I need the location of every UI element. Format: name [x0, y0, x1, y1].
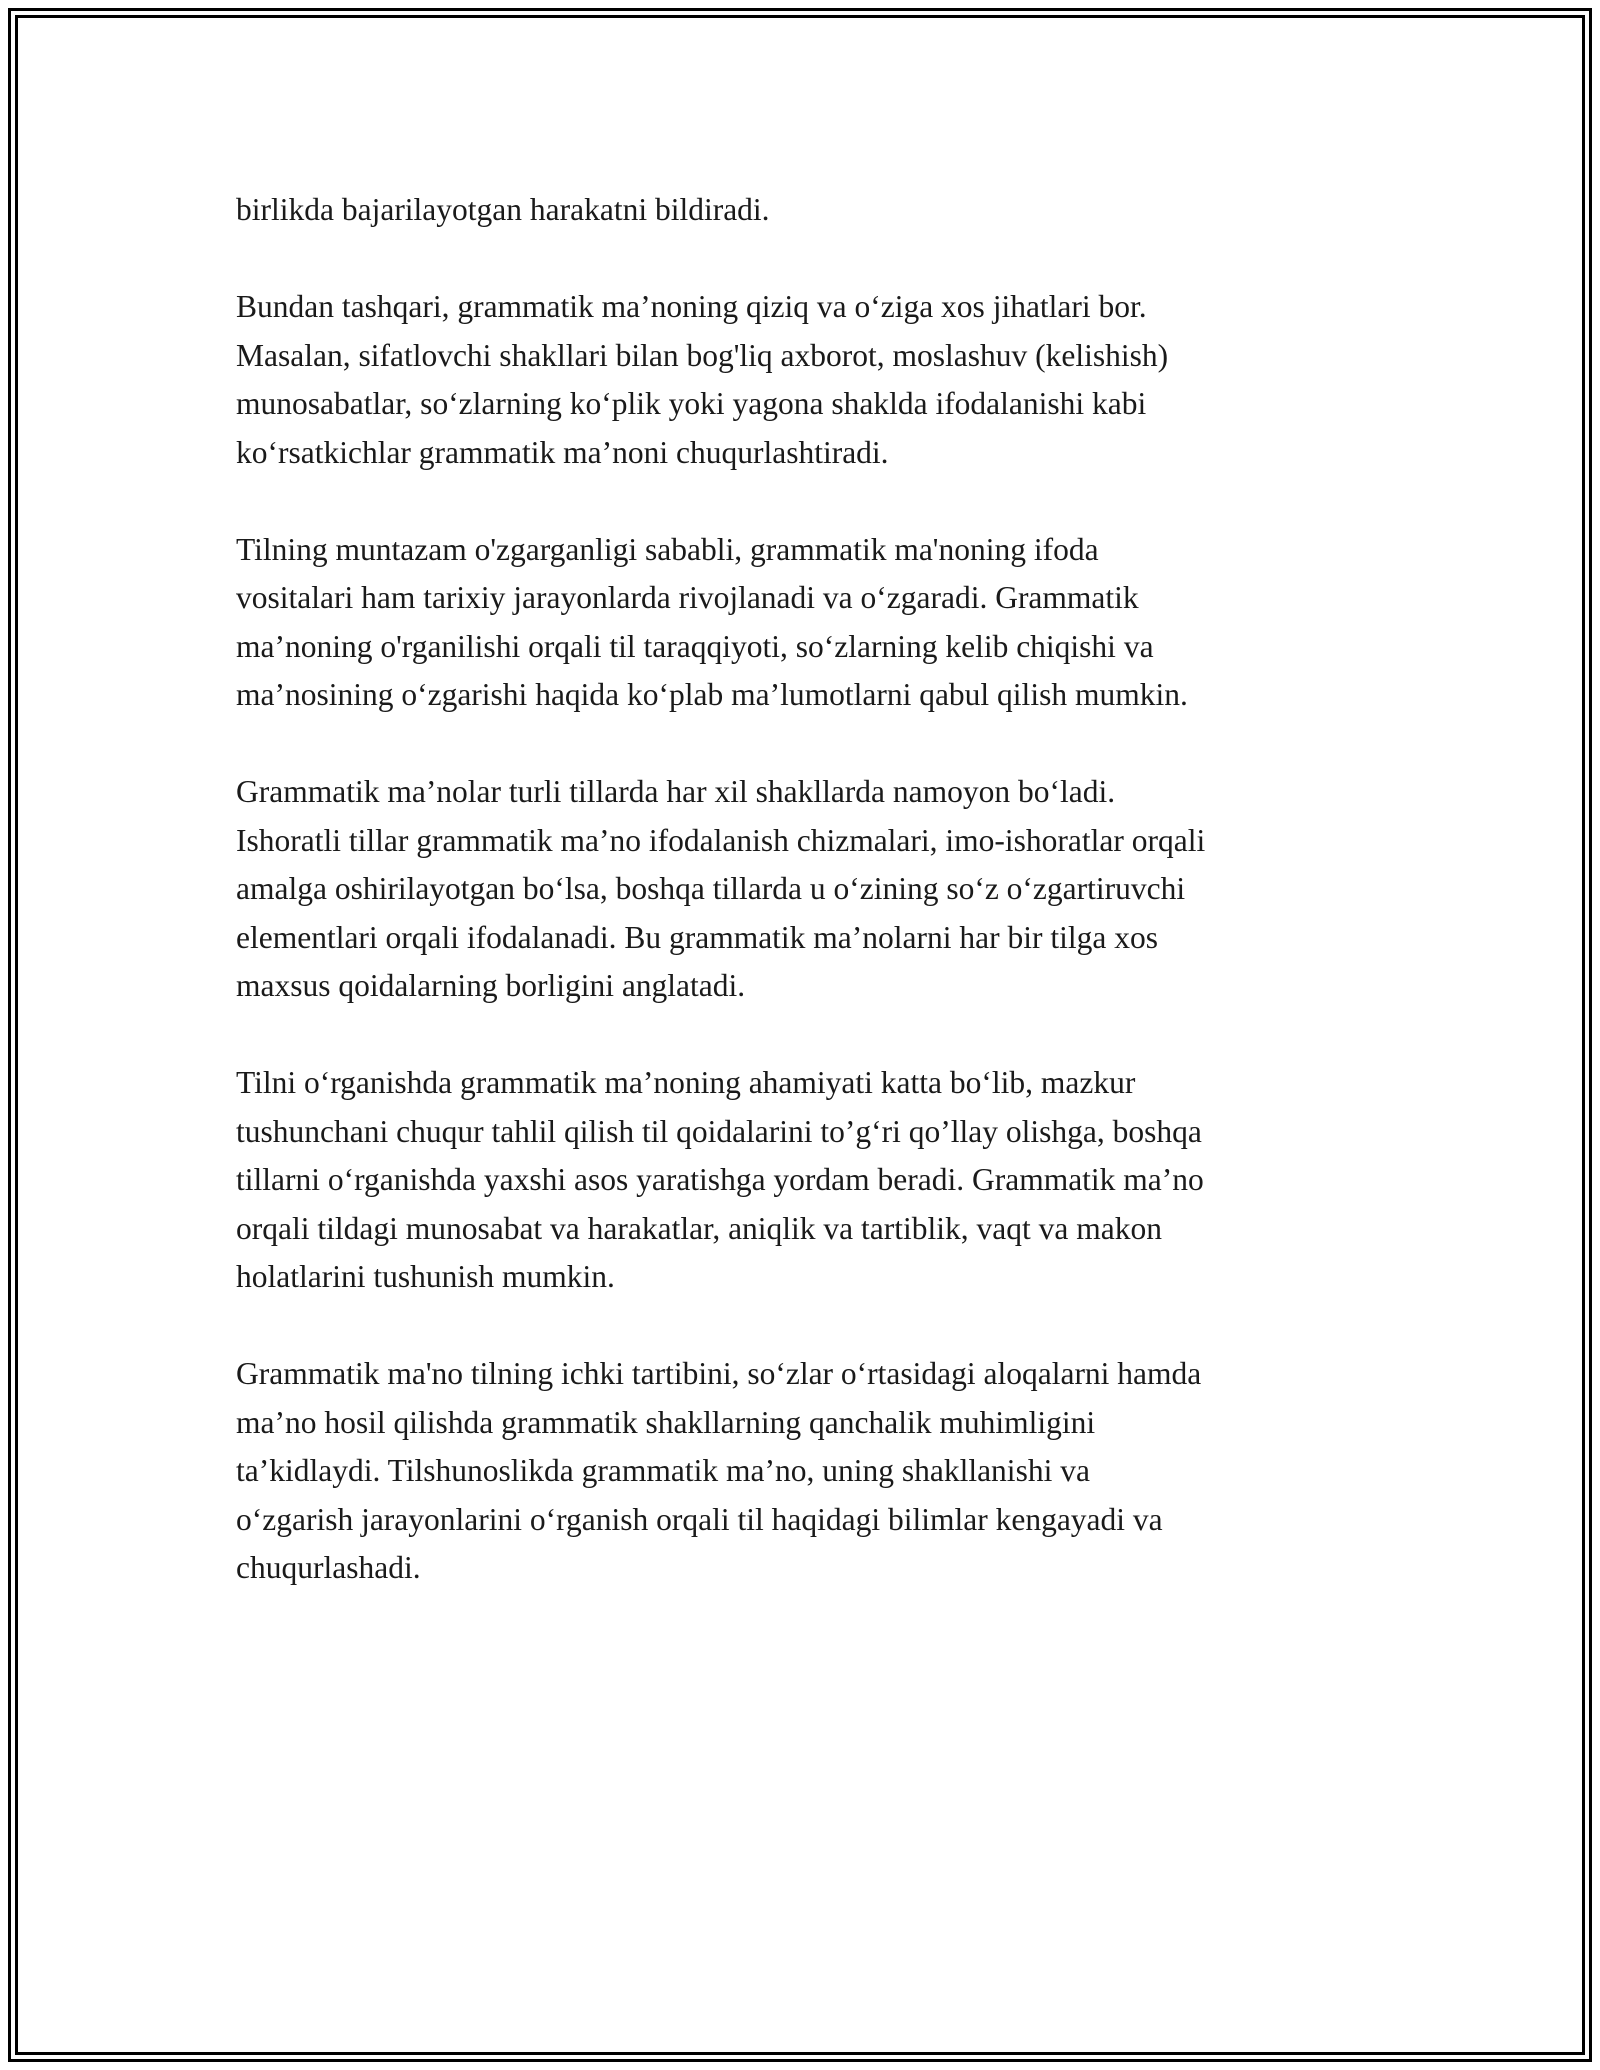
- text-line: Masalan, sifatlovchi shakllari bilan bog'liq axborot, moslashuv (kelishish): [236, 337, 1169, 373]
- text-line: Grammatik ma'no tilning ichki tartibini, so‘zlar o‘rtasidagi aloqalarni hamda: [236, 1356, 1202, 1391]
- text-line: vositalari ham tarixiy jarayonlarda rivojlanadi va o‘zgaradi. Grammatik: [236, 580, 1139, 615]
- text-line: tushunchani chuqur tahlil qilish til qoidalarini to’g‘ri qo’llay olishga, boshqa: [236, 1113, 1202, 1149]
- text-line: ko‘rsatkichlar grammatik ma’noni chuqurlashtiradi.: [236, 434, 889, 470]
- text-line: ta’kidlaydi. Tilshunoslikda grammatik ma’no, uning shakllanishi va: [236, 1453, 1090, 1488]
- text-line: chuqurlashadi.: [236, 1550, 421, 1585]
- paragraph: [236, 1059, 1376, 1302]
- paragraph: [236, 1350, 1376, 1593]
- text-line: amalga oshirilayotgan bo‘lsa, boshqa tillarda u o‘zining so‘z o‘zgartiruvchi: [236, 871, 1186, 906]
- paragraph: [236, 283, 1376, 477]
- text-line: birlikda bajarilayotgan harakatni bildiradi.: [236, 192, 770, 227]
- text-line: tillarni o‘rganishda yaxshi asos yaratishga yordam beradi. Grammatik ma’no: [236, 1162, 1204, 1197]
- paragraph: [236, 186, 1376, 235]
- text-line: munosabatlar, so‘zlarning ko‘plik yoki yagona shaklda ifodalanishi kabi: [236, 386, 1147, 421]
- text-line: o‘zgarish jarayonlarini o‘rganish orqali til haqidagi bilimlar kengayadi va: [236, 1501, 1163, 1537]
- text-line: holatlarini tushunish mumkin.: [236, 1259, 615, 1294]
- text-line: Tilni o‘rganishda grammatik ma’noning ahamiyati katta bo‘lib, mazkur: [236, 1065, 1136, 1100]
- text-line: orqali tildagi munosabat va harakatlar, aniqlik va tartiblik, vaqt va makon: [236, 1210, 1162, 1246]
- text-line: Grammatik ma’nolar turli tillarda har xil shakllarda namoyon bo‘ladi.: [236, 774, 1116, 809]
- paragraph: [236, 768, 1376, 1011]
- text-line: maxsus qoidalarning borligini anglatadi.: [236, 968, 746, 1003]
- paragraph: [236, 526, 1376, 720]
- text-line: ma’noning o'rganilishi orqali til taraqqiyoti, so‘zlarning kelib chiqishi va: [236, 628, 1154, 664]
- text-line: Bundan tashqari, grammatik ma’noning qiziq va o‘ziga xos jihatlari bor.: [236, 289, 1147, 324]
- text-line: Ishoratli tillar grammatik ma’no ifodalanish chizmalari, imo-ishoratlar orqali: [236, 822, 1206, 858]
- document-body: [236, 186, 1376, 1641]
- text-line: Tilning muntazam o'zgarganligi sababli, grammatik ma'noning ifoda: [236, 531, 1099, 567]
- text-line: elementlari orqali ifodalanadi. Bu grammatik ma’nolarni har bir tilga xos: [236, 919, 1158, 955]
- text-line: ma’nosining o‘zgarishi haqida ko‘plab ma’lumotlarni qabul qilish mumkin.: [236, 677, 1188, 712]
- text-line: ma’no hosil qilishda grammatik shakllarning qanchalik muhimligini: [236, 1404, 1096, 1440]
